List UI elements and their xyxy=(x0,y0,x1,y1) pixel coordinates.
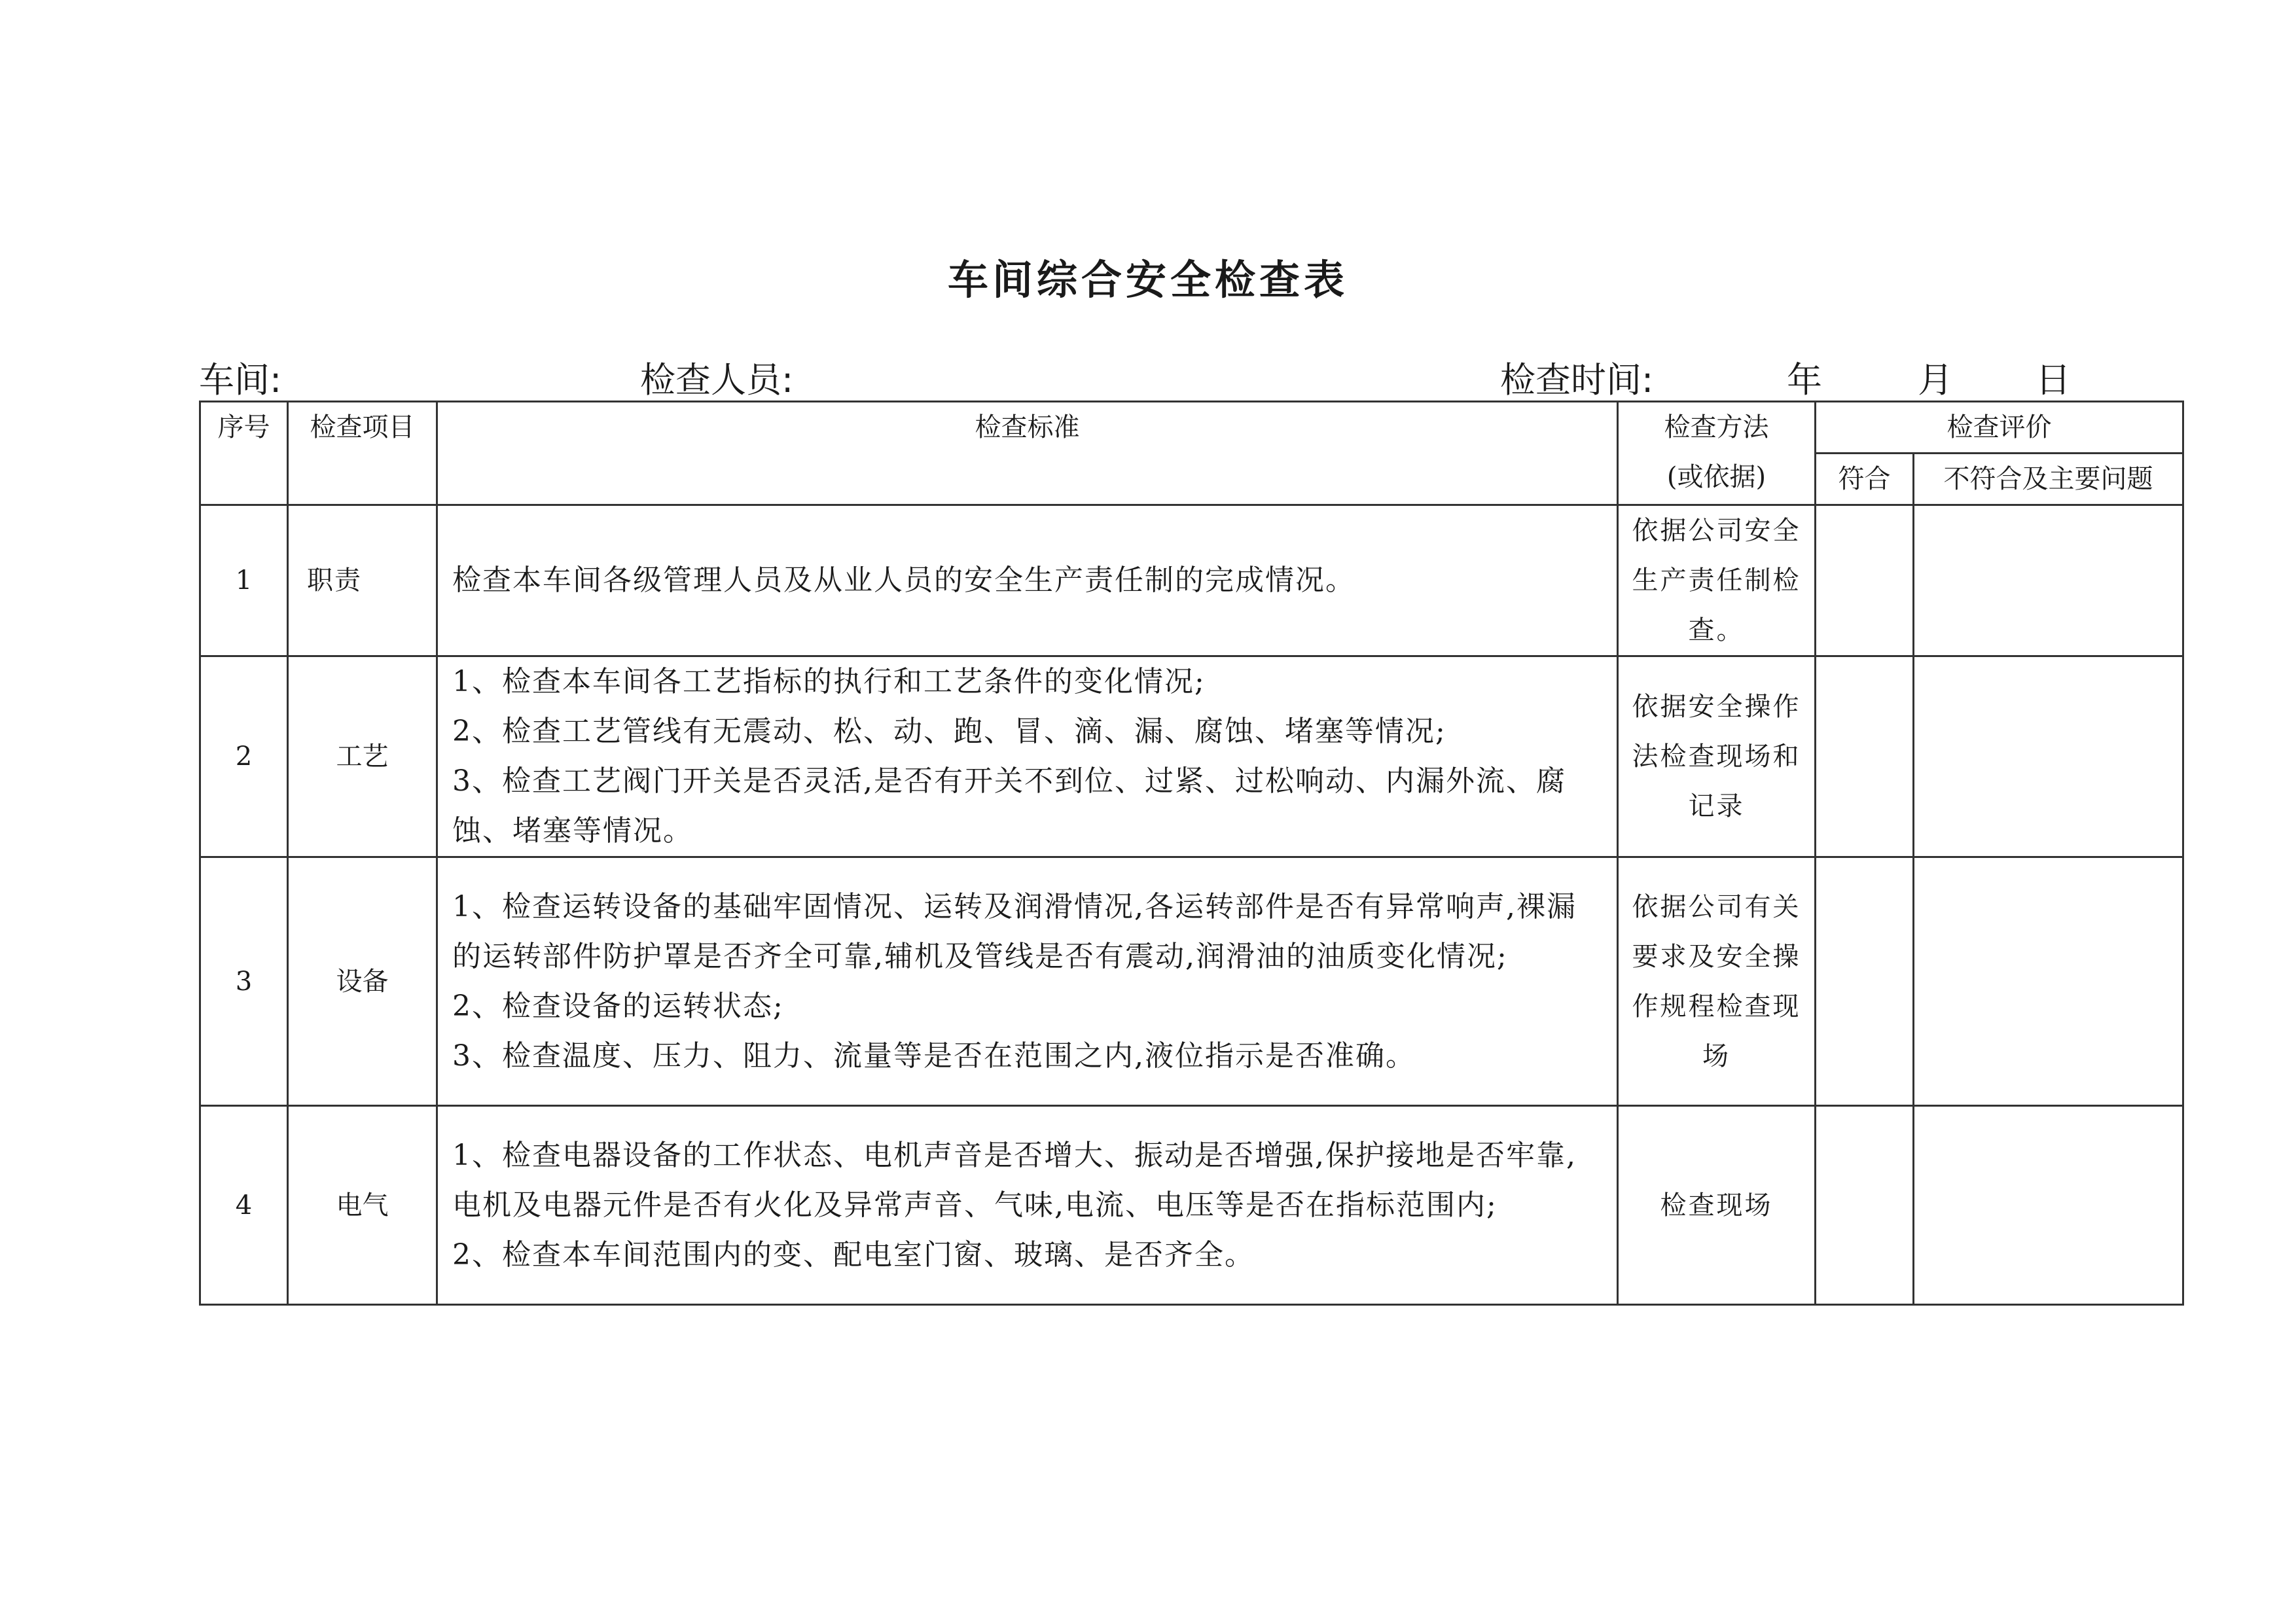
header-no: 序号 xyxy=(200,402,288,505)
table-row xyxy=(200,857,2183,1106)
header-row-top xyxy=(200,402,2183,454)
row-standard: 检查本车间各级管理人员及从业人员的安全生产责任制的完成情况。 xyxy=(437,505,1618,656)
header-method-line1: 检查方法 xyxy=(1664,412,1769,442)
row-nonconform[interactable] xyxy=(1914,656,2183,857)
standard-line: 3、检查温度、压力、阻力、流量等是否在范围之内,液位指示是否准确。 xyxy=(452,1039,1416,1073)
row-standard xyxy=(437,857,1618,1106)
row-nonconform[interactable] xyxy=(1914,505,2183,656)
row-no: 4 xyxy=(200,1106,288,1305)
row-conform[interactable] xyxy=(1816,505,1914,656)
row-no: 1 xyxy=(200,505,288,656)
workshop-label: 车间: xyxy=(199,359,282,401)
row-no: 2 xyxy=(200,656,288,857)
row-conform[interactable] xyxy=(1816,857,1914,1106)
row-item: 设备 xyxy=(288,857,437,1106)
day-label: 日 xyxy=(2036,359,2071,401)
standard-line: 2、检查工艺管线有无震动、松、动、跑、冒、滴、漏、腐蚀、堵塞等情况; xyxy=(452,715,1446,748)
header-conform: 符合 xyxy=(1816,454,1914,505)
standard-line: 1、检查本车间各工艺指标的执行和工艺条件的变化情况; xyxy=(452,665,1206,698)
standard-line: 1、检查运转设备的基础牢固情况、运转及润滑情况,各运转部件是否有异常响声,裸漏的运转部件防护罩是否齐全可靠,辅机及管线是否有震动,润滑油的油质变化情况; xyxy=(452,889,1577,973)
table-row xyxy=(200,1106,2183,1305)
row-nonconform[interactable] xyxy=(1914,857,2183,1106)
standard-line: 1、检查电器设备的工作状态、电机声音是否增大、振动是否增强,保护接地是否牢靠,电机及电器元件是否有火化及异常声音、气味,电流、电压等是否在指标范围内; xyxy=(452,1138,1577,1222)
header-item: 检查项目 xyxy=(288,402,437,505)
row-item: 电气 xyxy=(288,1106,437,1305)
standard-line: 2、检查设备的运转状态; xyxy=(452,989,784,1023)
row-method: 依据公司有关要求及安全操作规程检查现场 xyxy=(1618,857,1816,1106)
row-method: 依据公司安全生产责任制检查。 xyxy=(1618,505,1816,656)
row-item: 职责 xyxy=(288,505,437,656)
table-row xyxy=(200,656,2183,857)
row-item: 工艺 xyxy=(288,656,437,857)
row-standard xyxy=(437,1106,1618,1305)
row-conform[interactable] xyxy=(1816,656,1914,857)
inspector-label: 检查人员: xyxy=(640,359,794,401)
inspection-time-label: 检查时间: xyxy=(1500,359,1654,401)
header-nonconform: 不符合及主要问题 xyxy=(1914,454,2183,505)
row-no: 3 xyxy=(200,857,288,1106)
header-evaluation: 检查评价 xyxy=(1816,402,2183,454)
row-method: 依据安全操作法检查现场和记录 xyxy=(1618,656,1816,857)
row-method: 检查现场 xyxy=(1618,1106,1816,1305)
row-conform[interactable] xyxy=(1816,1106,1914,1305)
row-standard xyxy=(437,656,1618,857)
header-method-line2: (或依据) xyxy=(1666,462,1767,492)
page-title: 车间综合安全检查表 xyxy=(947,256,1348,304)
month-label: 月 xyxy=(1918,359,1953,401)
standard-line: 3、检查工艺阀门开关是否灵活,是否有开关不到位、过紧、过松响动、内漏外流、腐蚀、堵塞等情况。 xyxy=(452,764,1566,847)
row-nonconform[interactable] xyxy=(1914,1106,2183,1305)
header-standard: 检查标准 xyxy=(437,402,1618,505)
standard-line: 2、检查本车间范围内的变、配电室门窗、玻璃、是否齐全。 xyxy=(452,1238,1255,1272)
year-label: 年 xyxy=(1787,359,1822,401)
table-row xyxy=(200,505,2183,656)
header-method xyxy=(1618,402,1816,505)
safety-check-table xyxy=(199,401,2184,1306)
